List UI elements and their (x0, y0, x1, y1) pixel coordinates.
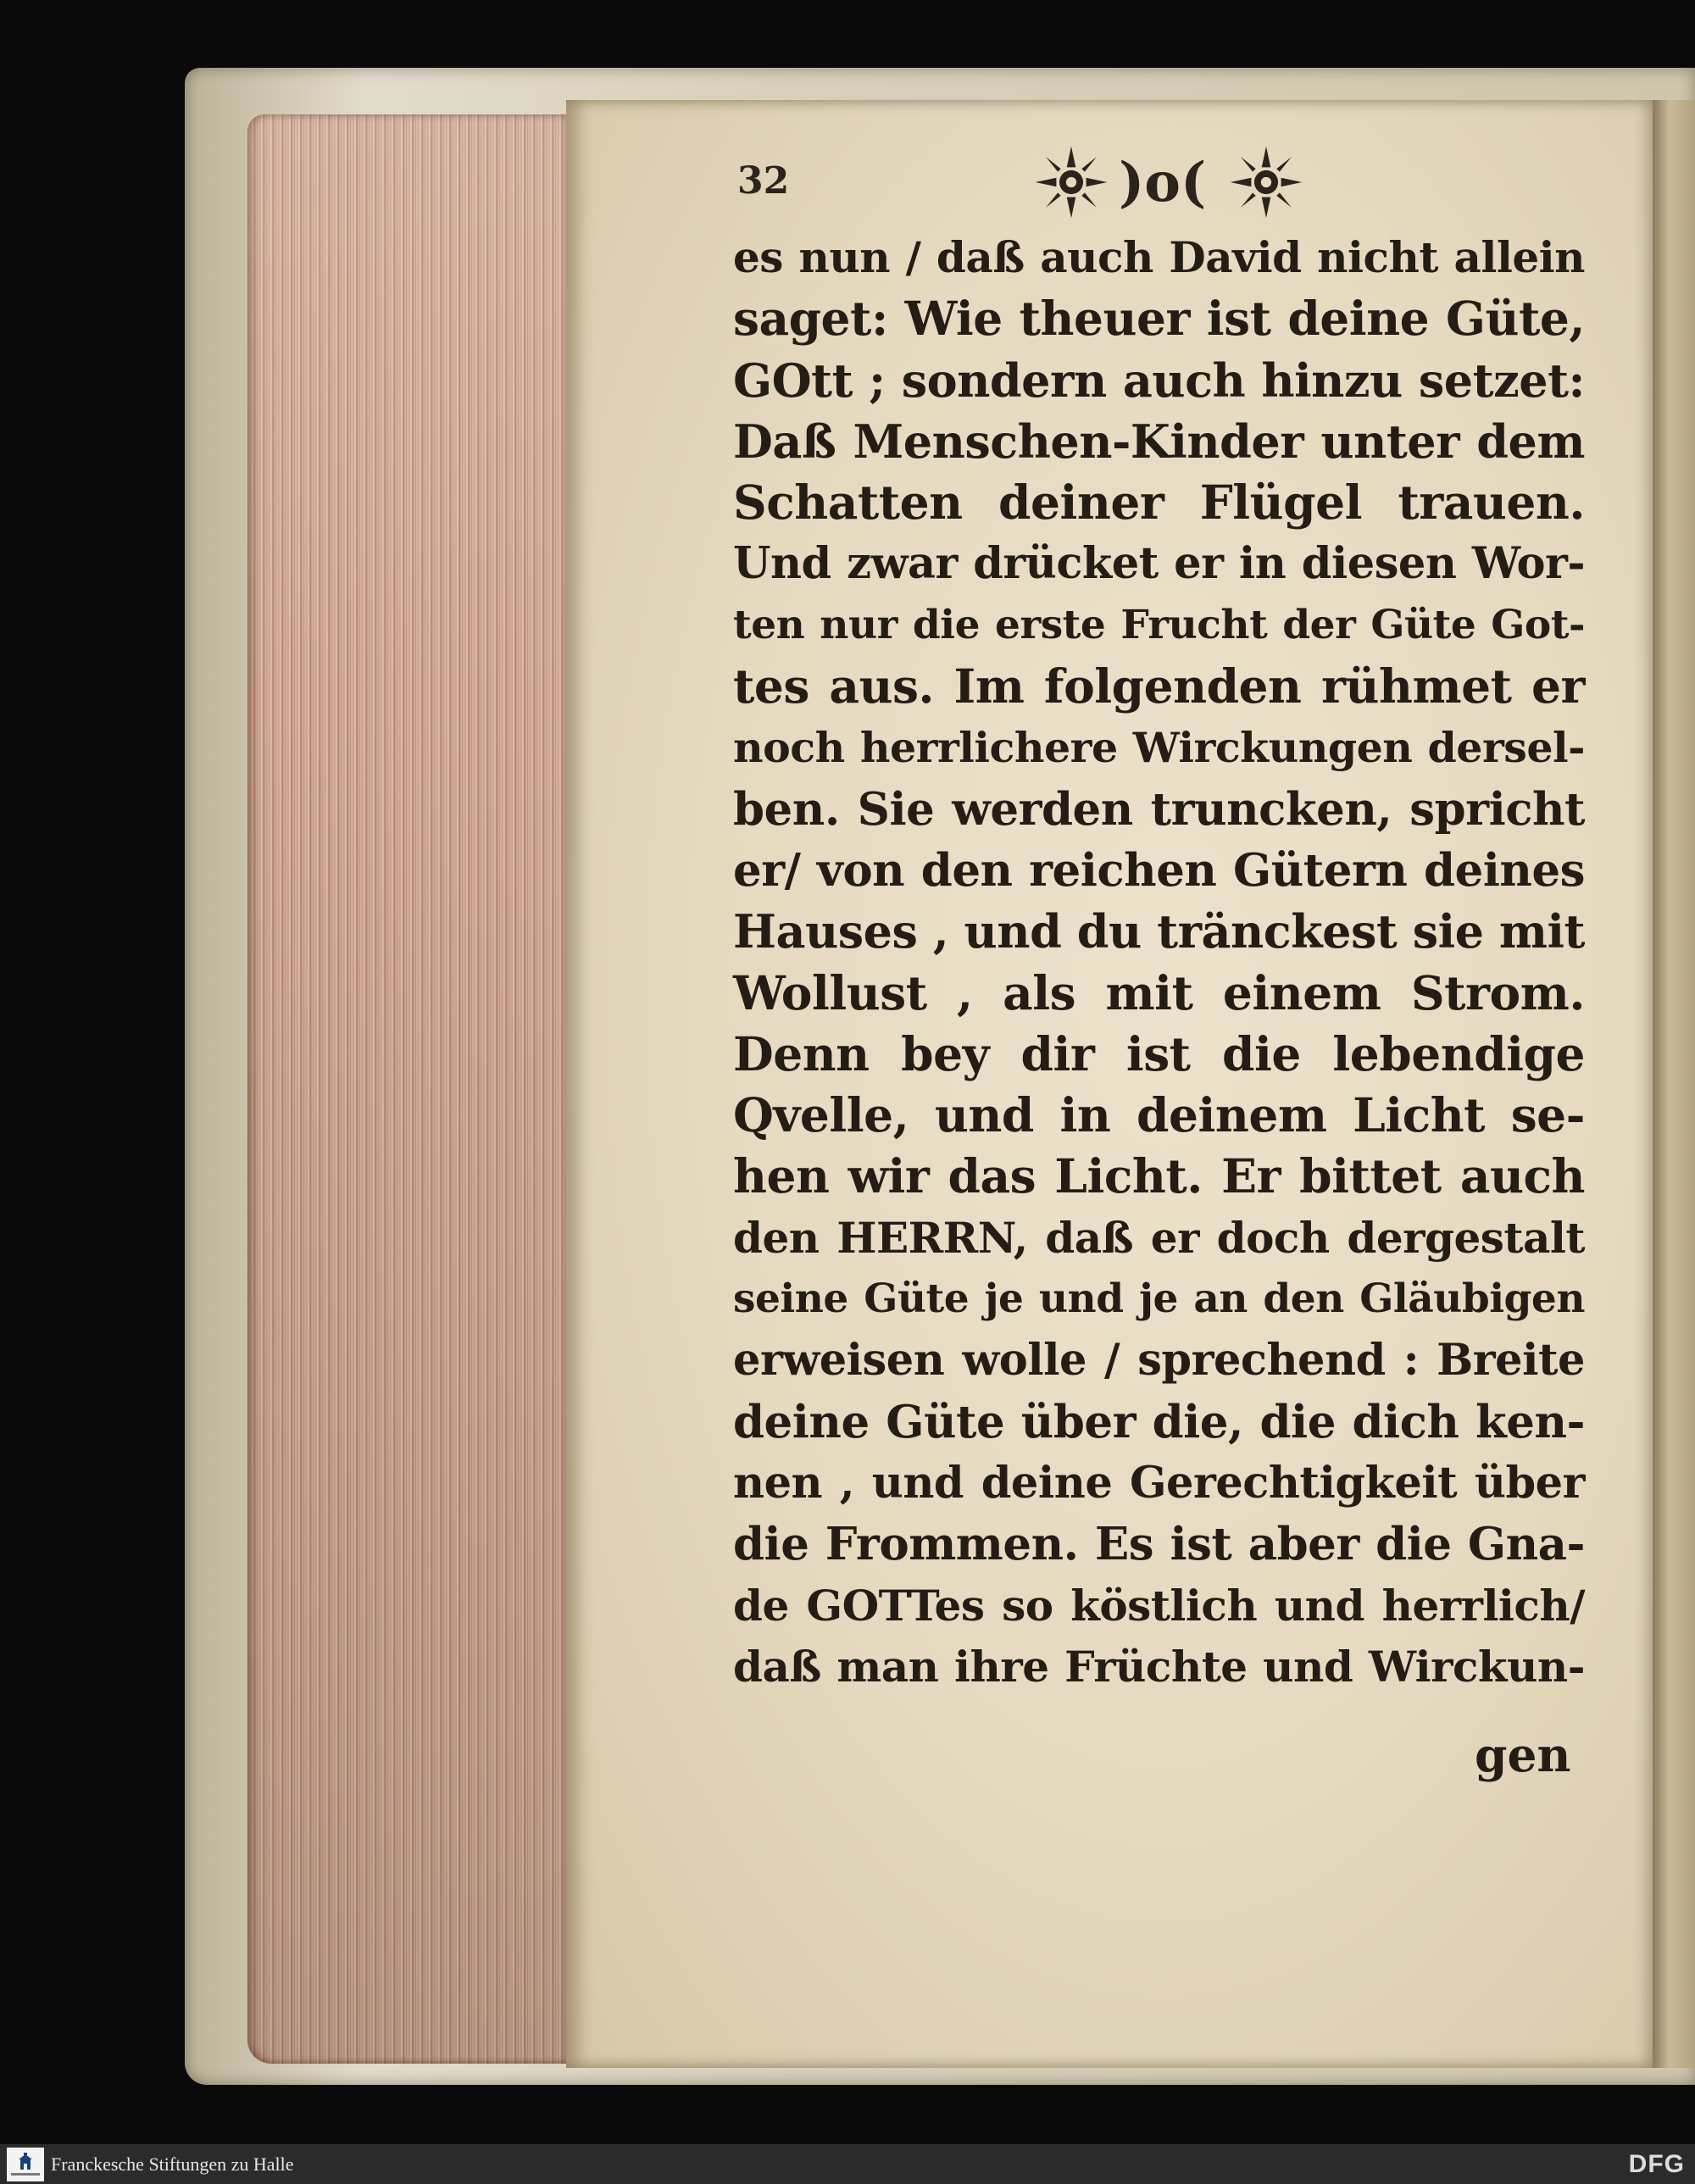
text-line: de GOTTes so köstlich und herrlich/ (733, 1580, 1585, 1631)
text-line: es nun / daß auch David nicht allein (733, 232, 1585, 282)
text-line: Qvelle, und in deinem Licht se- (733, 1087, 1585, 1143)
text-line: saget: Wie theuer ist deine Güte, (733, 291, 1585, 347)
text-line: Schatten deiner Flügel trauen. (733, 475, 1585, 531)
header-ornament: )o( (1119, 150, 1207, 214)
text-line: noch herrlichere Wirckungen dersel- (733, 723, 1585, 773)
text-line: tes aus. Im folgenden rühmet er (733, 659, 1585, 714)
page-number: 32 (737, 159, 790, 203)
text-line: ben. Sie werden truncken, spricht (733, 782, 1585, 836)
text-line: Und zwar drücket er in diesen Wor- (733, 538, 1585, 590)
text-line: erweisen wolle / sprechend : Breite (733, 1335, 1585, 1387)
text-line: deine Güte über die, die dich ken- (733, 1395, 1585, 1448)
text-line: Daß Menschen-Kinder unter dem (733, 414, 1585, 469)
page-block-edges (247, 114, 570, 2064)
text-line: Denn bey dir ist die lebendige (733, 1025, 1585, 1081)
funder-logo: DFG (1628, 2149, 1685, 2178)
text-line: ten nur die erste Frucht der Güte Got- (733, 601, 1585, 648)
catchword: gen (1475, 1727, 1571, 1782)
text-line: GOtt ; sondern auch hinzu setzet: (733, 353, 1585, 408)
body-text (733, 227, 1585, 1698)
text-line: nen , und deine Gerechtigkeit über (733, 1457, 1585, 1509)
viewer-footer (0, 2144, 1695, 2184)
text-line: seine Güte je und je an den Gläubigen (733, 1275, 1585, 1323)
facing-page-edge (1653, 100, 1695, 2068)
footer-institution (0, 2148, 294, 2181)
institution-name: Franckesche Stiftungen zu Halle (51, 2153, 294, 2175)
sun-ornament-icon (1034, 144, 1109, 220)
text-line: er/ von den reichen Gütern deines (733, 843, 1585, 897)
text-line: den HERRN, daß er doch dergestalt (733, 1212, 1585, 1263)
institution-logo-icon (7, 2148, 44, 2181)
text-line: Hauses , und du tränckest sie mit (733, 904, 1585, 959)
text-line: Wollust , als mit einem Strom. (733, 964, 1585, 1020)
text-line: hen wir das Licht. Er bittet auch (733, 1148, 1585, 1204)
sun-ornament-icon (1229, 144, 1303, 220)
text-line: daß man ihre Früchte und Wirckun- (733, 1641, 1585, 1692)
text-line: die Frommen. Es ist aber die Gna- (733, 1518, 1585, 1571)
